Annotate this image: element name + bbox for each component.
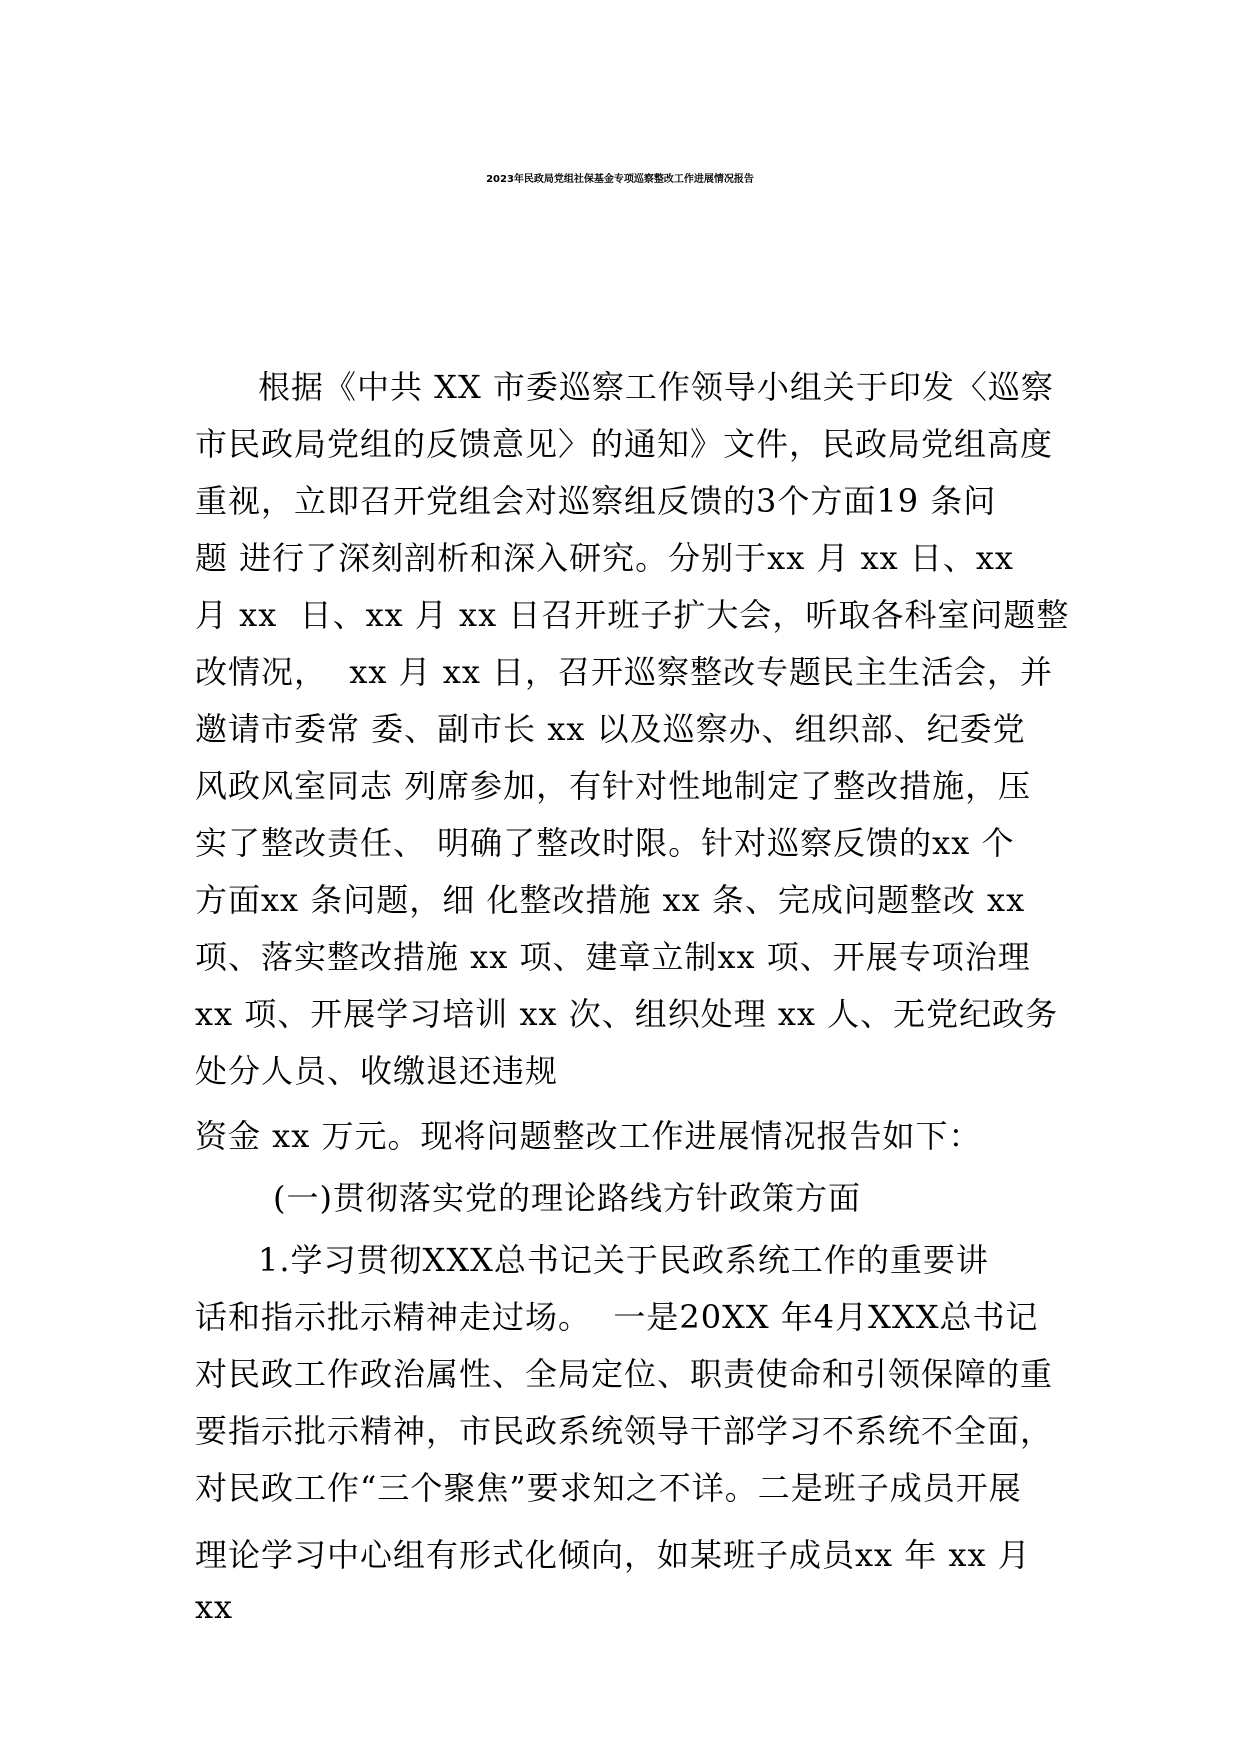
section-heading: (一)贯彻落实党的理论路线方针政策方面: [273, 1179, 861, 1217]
paragraph-line: 方面xx 条问题，细 化整改措施 xx 条、完成问题整改 xx: [195, 881, 1026, 919]
paragraph-line: 根据《中共 XX 市委巡察工作领导小组关于印发〈巡察: [258, 368, 1054, 406]
paragraph-line: 项、落实整改措施 xx 项、建章立制xx 项、开展专项治理: [195, 938, 1031, 976]
paragraph-line: 要指示批示精神，市民政系统领导干部学习不系统不全面，: [195, 1412, 1054, 1450]
subsection-heading: 1.学习贯彻XXX总书记关于民政系统工作的重要讲: [258, 1241, 989, 1279]
paragraph-line: 理论学习中心组有形式化倾向，如某班子成员xx 年 xx 月: [195, 1536, 1031, 1574]
paragraph-line: 题 进行了深刻剖析和深入研究。分别于xx 月 xx 日、xx: [195, 539, 1014, 577]
paragraph-line: 处分人员、收缴退还违规: [195, 1052, 559, 1090]
paragraph-line: xx: [195, 1588, 234, 1626]
paragraph-line: 月 xx 日、xx 月 xx 日召开班子扩大会，听取各科室问题整: [195, 596, 1070, 634]
paragraph-line: 市民政局党组的反馈意见〉的通知》文件，民政局党组高度: [195, 425, 1054, 463]
paragraph-line: 邀请市委常 委、副市长 xx 以及巡察办、组织部、纪委党: [195, 710, 1026, 748]
paragraph-line: 改情况， xx 月 xx 日，召开巡察整改专题民主生活会，并: [195, 653, 1054, 691]
paragraph-line: 风政风室同志 列席参加，有针对性地制定了整改措施，压: [195, 767, 1032, 805]
paragraph-line: 重视，立即召开党组会对巡察组反馈的3个方面19 条问: [195, 482, 997, 520]
paragraph-line: 实了整改责任、 明确了整改时限。针对巡察反馈的xx 个: [195, 824, 1015, 862]
paragraph-line: 对民政工作政治属性、全局定位、职责使命和引领保障的重: [195, 1355, 1054, 1393]
paragraph-line: 话和指示批示精神走过场。 一是20XX 年4月XXX总书记: [195, 1298, 1039, 1336]
document-title: 2023年民政局党组社保基金专项巡察整改工作进展情况报告: [486, 174, 754, 185]
paragraph-line: 对民政工作“三个聚焦”要求知之不详。二是班子成员开展: [195, 1469, 1022, 1507]
paragraph-line: xx 项、开展学习培训 xx 次、组织处理 xx 人、无党纪政务: [195, 995, 1059, 1033]
paragraph-line: 资金 xx 万元。现将问题整改工作进展情况报告如下：: [195, 1117, 982, 1155]
